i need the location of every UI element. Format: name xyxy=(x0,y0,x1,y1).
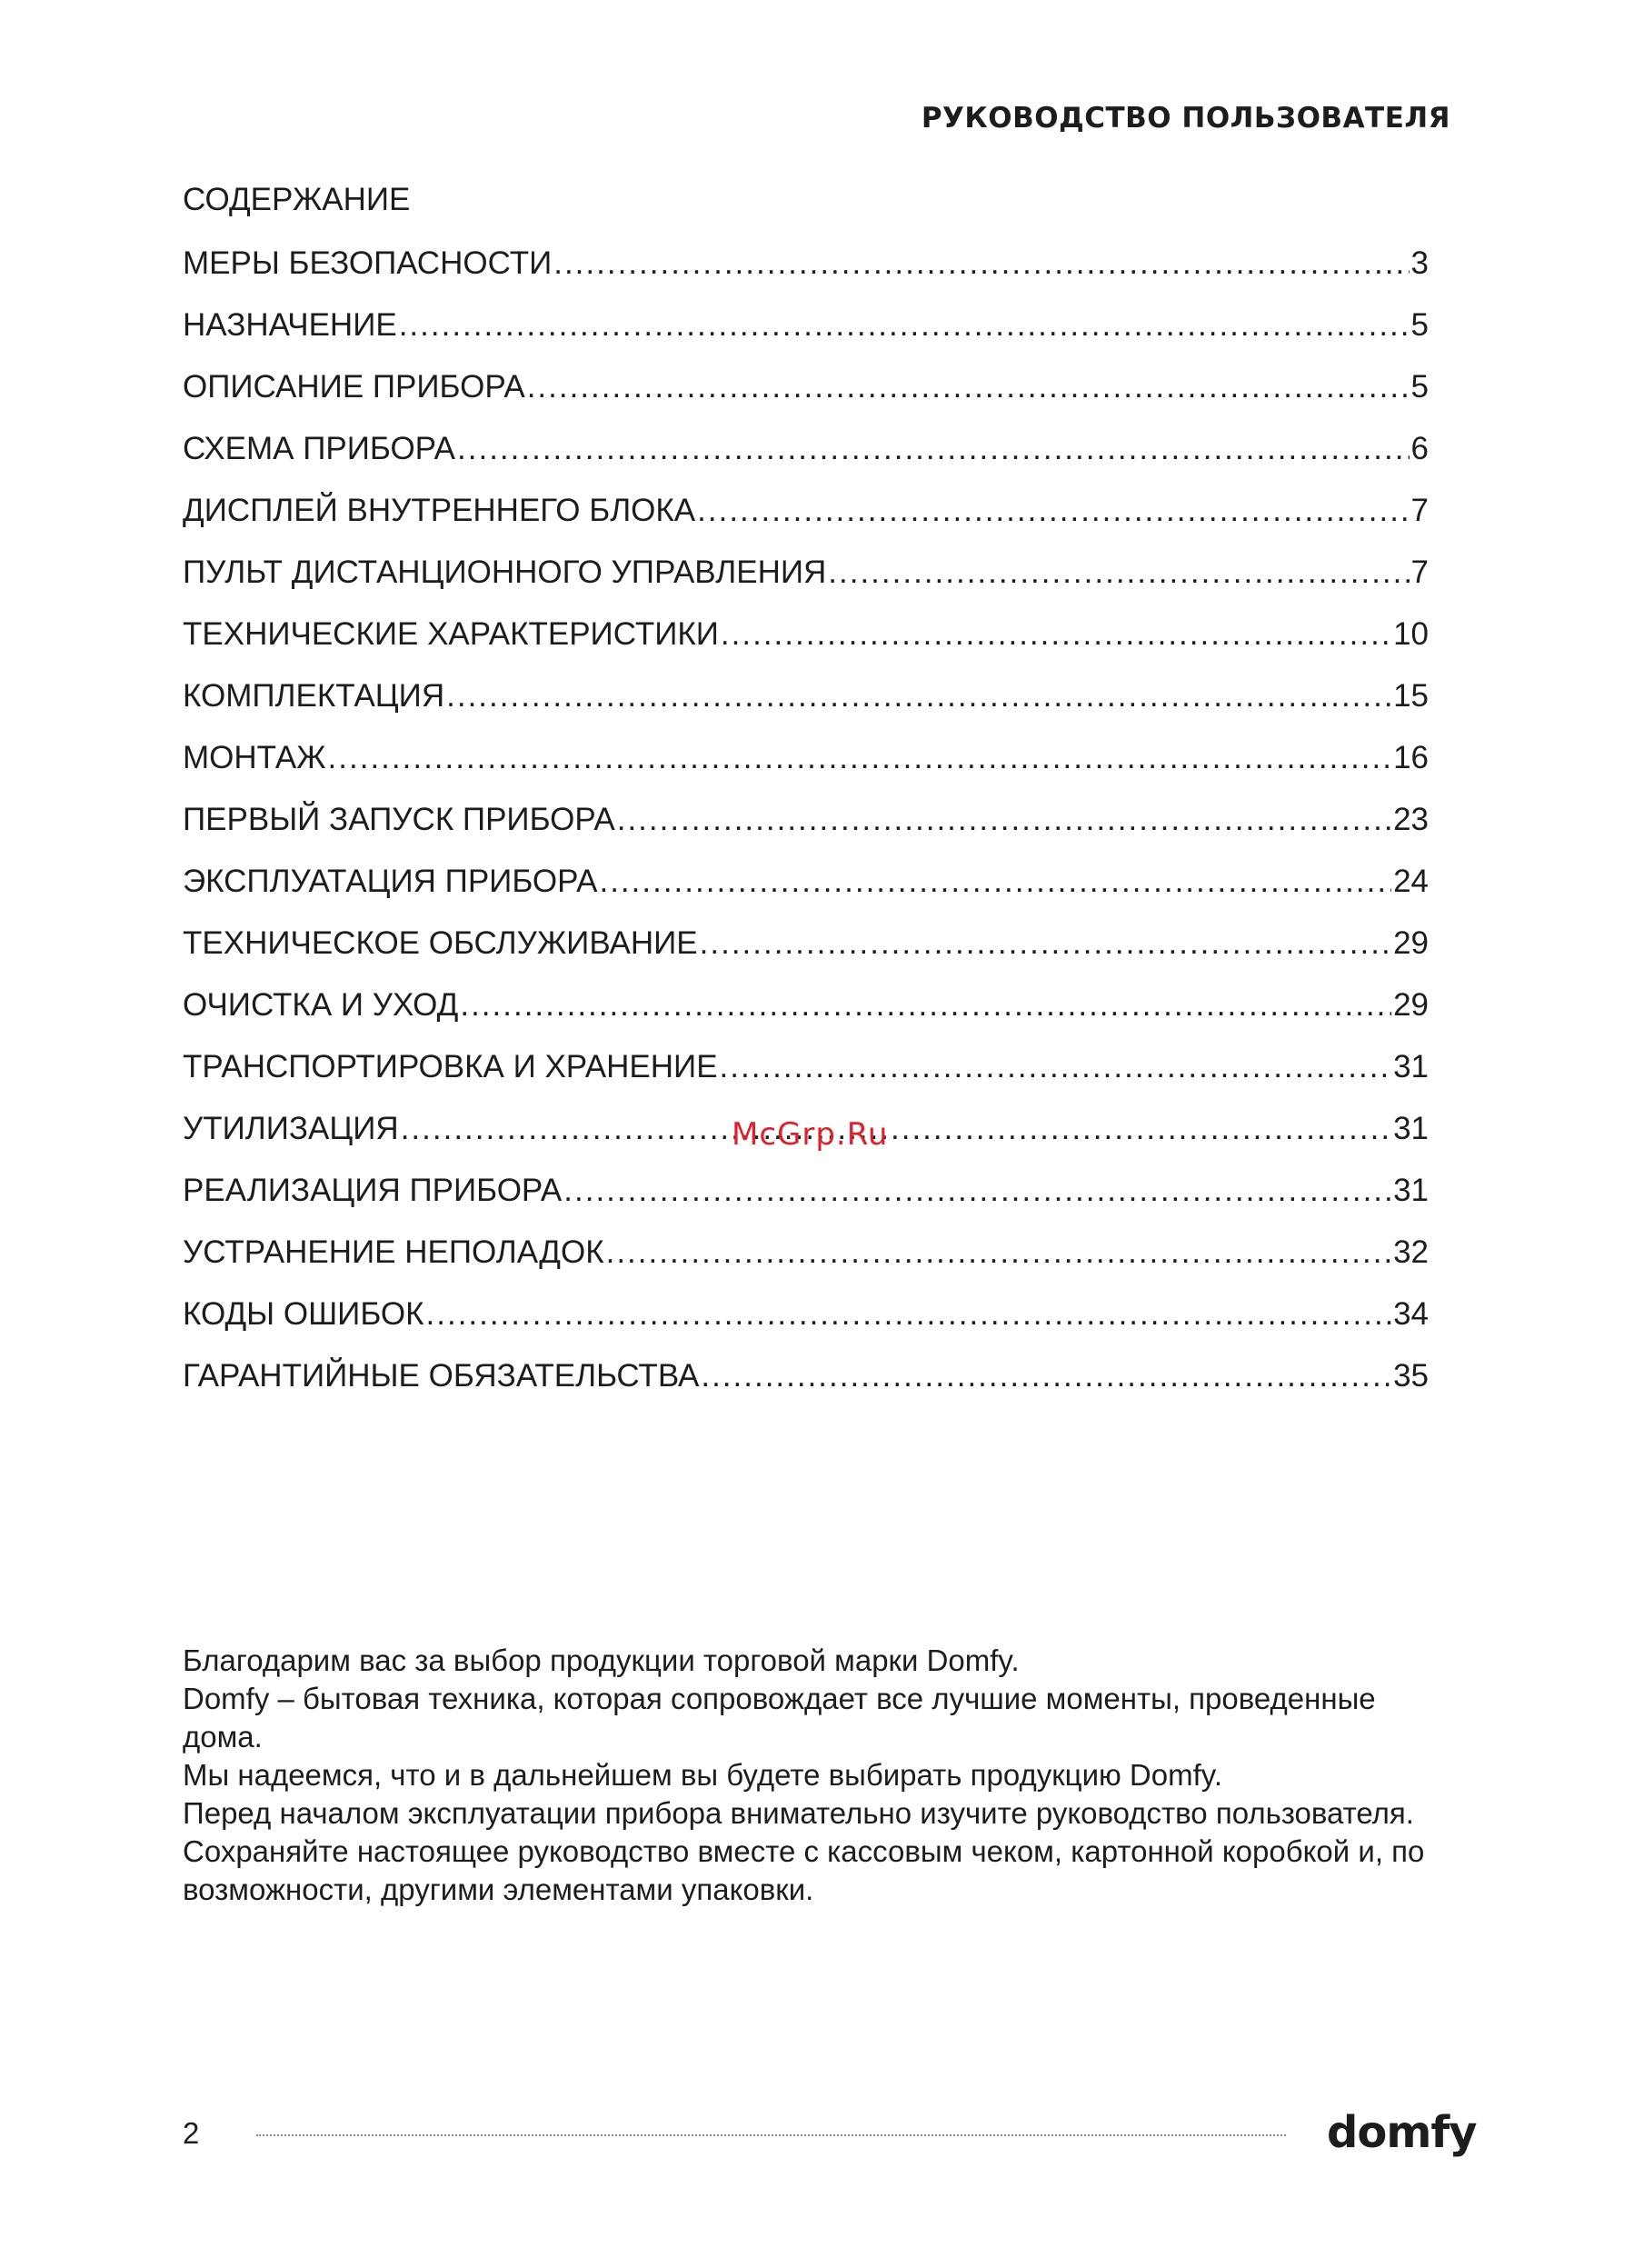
toc-item-label: КОМПЛЕКТАЦИЯ xyxy=(183,678,445,714)
toc-leader-dots xyxy=(617,794,1391,845)
toc-item-page: 3 xyxy=(1410,245,1429,281)
toc-leader-dots xyxy=(563,1165,1391,1216)
toc-item-page: 31 xyxy=(1393,1173,1429,1208)
domfy-logo: domfy xyxy=(1327,2107,1477,2158)
toc-item[interactable] xyxy=(183,485,1429,547)
toc-leader-dots xyxy=(700,918,1391,969)
toc-leader-dots xyxy=(606,1227,1391,1278)
table-of-contents xyxy=(183,238,1429,1413)
toc-item[interactable] xyxy=(183,1227,1429,1289)
toc-leader-dots xyxy=(457,424,1410,475)
toc-item-label: ТЕХНИЧЕСКОЕ ОБСЛУЖИВАНИЕ xyxy=(183,925,698,961)
toc-item-page: 29 xyxy=(1393,987,1429,1023)
toc-item[interactable] xyxy=(183,733,1429,794)
toc-item-label: СХЕМА ПРИБОРА xyxy=(183,431,456,466)
toc-item-page: 15 xyxy=(1393,678,1429,714)
toc-item-label: ДИСПЛЕЙ ВНУТРЕННЕГО БЛОКА xyxy=(183,493,696,528)
toc-item[interactable] xyxy=(183,300,1429,362)
toc-item[interactable] xyxy=(183,918,1429,980)
toc-item[interactable] xyxy=(183,1289,1429,1351)
footer-dotted-rule xyxy=(256,2134,1286,2136)
page-header-title: РУКОВОДСТВО ПОЛЬЗОВАТЕЛЯ xyxy=(921,102,1450,135)
toc-item-label: КОДЫ ОШИБОК xyxy=(183,1296,424,1332)
page-number: 2 xyxy=(183,2116,200,2150)
toc-item-label: ГАРАНТИЙНЫЕ ОБЯЗАТЕЛЬСТВА xyxy=(183,1358,700,1394)
toc-leader-dots xyxy=(721,609,1391,660)
toc-leader-dots xyxy=(426,1289,1392,1340)
toc-item-page: 5 xyxy=(1410,369,1429,405)
toc-leader-dots xyxy=(399,300,1410,351)
toc-leader-dots xyxy=(446,671,1391,722)
intro-paragraph: Domfy – бытовая техника, которая сопровождает все лучшие моменты, проведенные дома. xyxy=(183,1682,1376,1753)
toc-leader-dots xyxy=(401,1104,1391,1154)
toc-item[interactable] xyxy=(183,547,1429,609)
intro-paragraph: Перед началом эксплуатации прибора внимательно изучите руководство пользователя. xyxy=(183,1796,1414,1830)
toc-heading: СОДЕРЖАНИЕ xyxy=(183,182,411,217)
toc-item-label: ТЕХНИЧЕСКИЕ ХАРАКТЕРИСТИКИ xyxy=(183,616,719,652)
toc-leader-dots xyxy=(553,238,1409,289)
toc-leader-dots xyxy=(828,547,1409,598)
toc-item-label: ЭКСПЛУАТАЦИЯ ПРИБОРА xyxy=(183,864,598,899)
toc-item-label: НАЗНАЧЕНИЕ xyxy=(183,307,397,343)
toc-item[interactable] xyxy=(183,856,1429,918)
toc-item[interactable] xyxy=(183,1165,1429,1227)
toc-leader-dots xyxy=(460,980,1391,1031)
intro-paragraph: Благодарим вас за выбор продукции торговой марки Domfy. xyxy=(183,1644,1020,1677)
toc-item[interactable] xyxy=(183,980,1429,1042)
toc-item-label: ПУЛЬТ ДИСТАНЦИОННОГО УПРАВЛЕНИЯ xyxy=(183,555,827,590)
toc-item-page: 35 xyxy=(1393,1358,1429,1394)
toc-leader-dots xyxy=(720,1042,1392,1093)
toc-item-label: МЕРЫ БЕЗОПАСНОСТИ xyxy=(183,245,553,281)
toc-item-page: 5 xyxy=(1410,307,1429,343)
toc-item-page: 32 xyxy=(1393,1234,1429,1270)
toc-item[interactable] xyxy=(183,1351,1429,1413)
toc-item-label: ОЧИСТКА И УХОД xyxy=(183,987,459,1023)
toc-item-label: РЕАЛИЗАЦИЯ ПРИБОРА xyxy=(183,1173,563,1208)
toc-item-page: 16 xyxy=(1393,740,1429,775)
toc-item-label: УСТРАНЕНИЕ НЕПОЛАДОК xyxy=(183,1234,604,1270)
toc-item-page: 7 xyxy=(1410,555,1429,590)
toc-item[interactable] xyxy=(183,238,1429,300)
toc-item-label: ПЕРВЫЙ ЗАПУСК ПРИБОРА xyxy=(183,802,615,837)
toc-item-label: ТРАНСПОРТИРОВКА И ХРАНЕНИЕ xyxy=(183,1049,718,1084)
intro-text xyxy=(183,1642,1455,1909)
toc-item-page: 31 xyxy=(1393,1049,1429,1084)
toc-leader-dots xyxy=(697,485,1409,536)
toc-item-label: ОПИСАНИЕ ПРИБОРА xyxy=(183,369,525,405)
toc-item-label: УТИЛИЗАЦИЯ xyxy=(183,1111,399,1146)
toc-item-page: 29 xyxy=(1393,925,1429,961)
toc-item-page: 24 xyxy=(1393,864,1429,899)
toc-item-page: 31 xyxy=(1393,1111,1429,1146)
watermark: McGrp.Ru xyxy=(732,1116,889,1153)
toc-item[interactable] xyxy=(183,609,1429,671)
toc-leader-dots xyxy=(527,362,1410,413)
intro-paragraph: Сохраняйте настоящее руководство вместе с кассовым чеком, картонной коробкой и, по возможности, другими элементами упаковки. xyxy=(183,1834,1425,1906)
toc-leader-dots xyxy=(701,1351,1391,1402)
intro-paragraph: Мы надеемся, что и в дальнейшем вы будете выбирать продукцию Domfy. xyxy=(183,1758,1222,1792)
toc-leader-dots xyxy=(599,856,1391,907)
toc-item-page: 7 xyxy=(1410,493,1429,528)
toc-item[interactable] xyxy=(183,424,1429,485)
toc-item[interactable] xyxy=(183,671,1429,733)
toc-leader-dots xyxy=(328,733,1392,784)
toc-item-page: 6 xyxy=(1410,431,1429,466)
toc-item-page: 23 xyxy=(1393,802,1429,837)
toc-item-page: 34 xyxy=(1393,1296,1429,1332)
toc-item[interactable] xyxy=(183,1042,1429,1104)
toc-item-page: 10 xyxy=(1393,616,1429,652)
toc-item-label: МОНТАЖ xyxy=(183,740,326,775)
toc-item[interactable] xyxy=(183,362,1429,424)
toc-item[interactable] xyxy=(183,794,1429,856)
